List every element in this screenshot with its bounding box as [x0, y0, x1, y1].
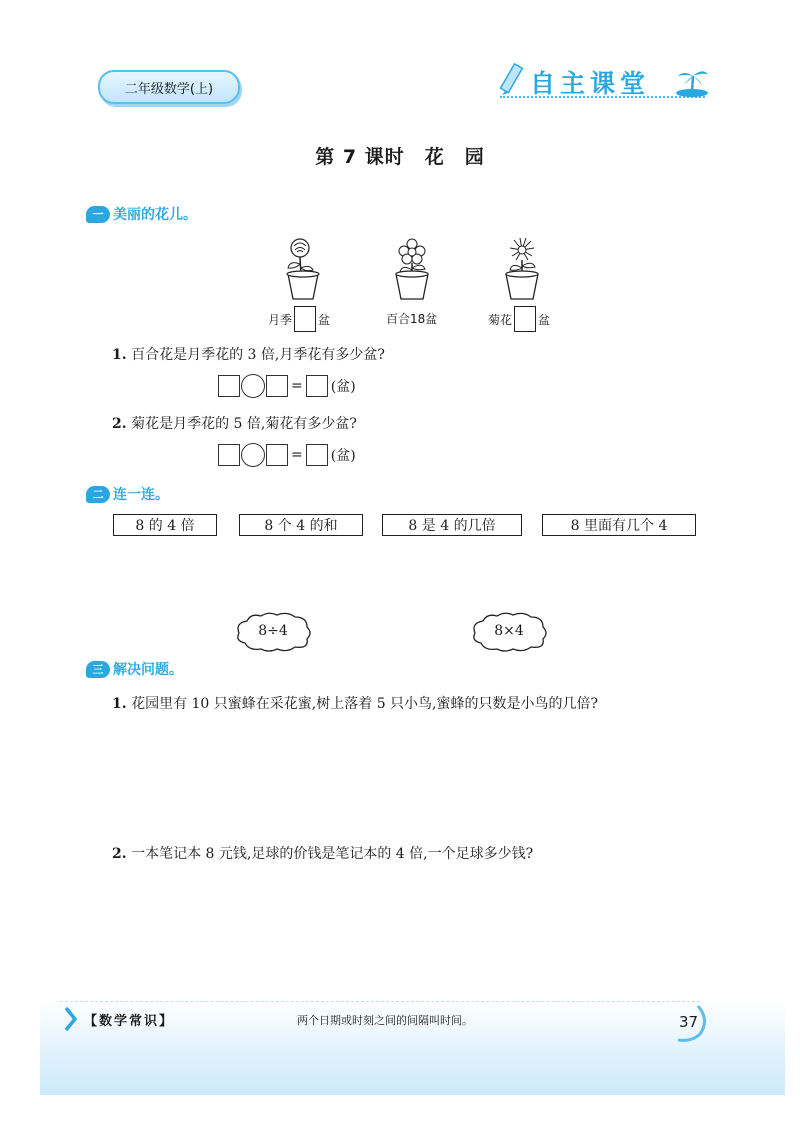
- question-number: 2.: [112, 846, 127, 862]
- result-box[interactable]: [306, 375, 328, 397]
- lesson-title: 第 7 课时 花 园: [315, 146, 485, 168]
- result-box[interactable]: [306, 444, 328, 466]
- cloud-multiplication[interactable]: [468, 611, 550, 653]
- question-number: 1.: [112, 696, 127, 712]
- match-box-1[interactable]: 8 的 4 倍: [113, 514, 217, 536]
- operand-box[interactable]: [266, 444, 288, 466]
- section-heading-2: [86, 484, 169, 504]
- equals-sign: =: [291, 447, 303, 463]
- question-number: 2.: [112, 416, 127, 432]
- section-badge: 一: [86, 206, 110, 223]
- cloud-label: 8×4: [494, 623, 524, 639]
- rose-count-label: [268, 306, 330, 332]
- palm-island-icon: [674, 66, 710, 98]
- question-text: 花园里有 10 只蜜蜂在采花蜜,树上落着 5 只小鸟,蜜蜂的只数是小鸟的几倍?: [131, 696, 599, 712]
- flower-name: 百合18盆: [386, 312, 438, 326]
- grade-tag: 二年级数学(上): [98, 70, 240, 104]
- cloud-label: 8÷4: [258, 623, 288, 639]
- flower-name: 菊花: [488, 312, 513, 327]
- section-badge: 二: [86, 486, 110, 503]
- section-title: 连一连。: [113, 487, 169, 503]
- operand-box[interactable]: [218, 444, 240, 466]
- section-title: 解决问题。: [113, 662, 183, 678]
- equals-sign: =: [291, 378, 303, 394]
- section-heading-3: [86, 659, 183, 679]
- question-3-2: [112, 843, 533, 863]
- page-number: 37: [679, 1013, 699, 1031]
- match-box-3[interactable]: 8 是 4 的几倍: [382, 514, 522, 536]
- math-tip-text: 两个日期或时刻之间的间隔叫时间。: [297, 1014, 473, 1027]
- footer-divider: [60, 1001, 700, 1002]
- chevron-right-icon: [64, 1006, 78, 1032]
- question-1-1: [112, 344, 385, 364]
- rose-pot-illustration: [280, 236, 324, 302]
- section-badge: 三: [86, 661, 110, 678]
- chrysanthemum-count-blank[interactable]: [514, 306, 536, 332]
- section-heading-1: [86, 204, 197, 224]
- flower-unit: 盆: [318, 312, 331, 327]
- flower-name: 月季: [268, 312, 293, 327]
- operand-box[interactable]: [218, 375, 240, 397]
- section-title: 美丽的花儿。: [113, 207, 197, 223]
- flower-unit: 盆: [538, 312, 551, 327]
- operand-box[interactable]: [266, 375, 288, 397]
- question-number: 1.: [112, 347, 127, 363]
- rose-count-blank[interactable]: [294, 306, 316, 332]
- lily-count-label: [386, 310, 437, 327]
- question-3-1: [112, 693, 598, 713]
- chrysanthemum-pot-illustration: [500, 236, 544, 302]
- lily-pot-illustration: [390, 236, 434, 302]
- unit-text: (盆): [330, 379, 356, 395]
- question-1-2: [112, 413, 357, 433]
- pencil-icon: [498, 60, 524, 96]
- unit-text: (盆): [330, 448, 356, 464]
- question-text: 一本笔记本 8 元钱,足球的价钱是笔记本的 4 倍,一个足球多少钱?: [131, 846, 534, 862]
- question-text: 百合花是月季花的 3 倍,月季花有多少盆?: [131, 347, 385, 363]
- chrysanthemum-count-label: [488, 306, 550, 332]
- brand-title: 自主课堂: [530, 69, 651, 98]
- match-box-2[interactable]: 8 个 4 的和: [239, 514, 363, 536]
- equation-row-2: [218, 443, 359, 467]
- operator-circle[interactable]: [241, 443, 265, 467]
- equation-row-1: [218, 374, 359, 398]
- math-tip-label: 【数学常识】: [84, 1014, 175, 1029]
- question-text: 菊花是月季花的 5 倍,菊花有多少盆?: [131, 416, 357, 432]
- operator-circle[interactable]: [241, 374, 265, 398]
- cloud-division[interactable]: [233, 611, 313, 653]
- match-box-4[interactable]: 8 里面有几个 4: [542, 514, 696, 536]
